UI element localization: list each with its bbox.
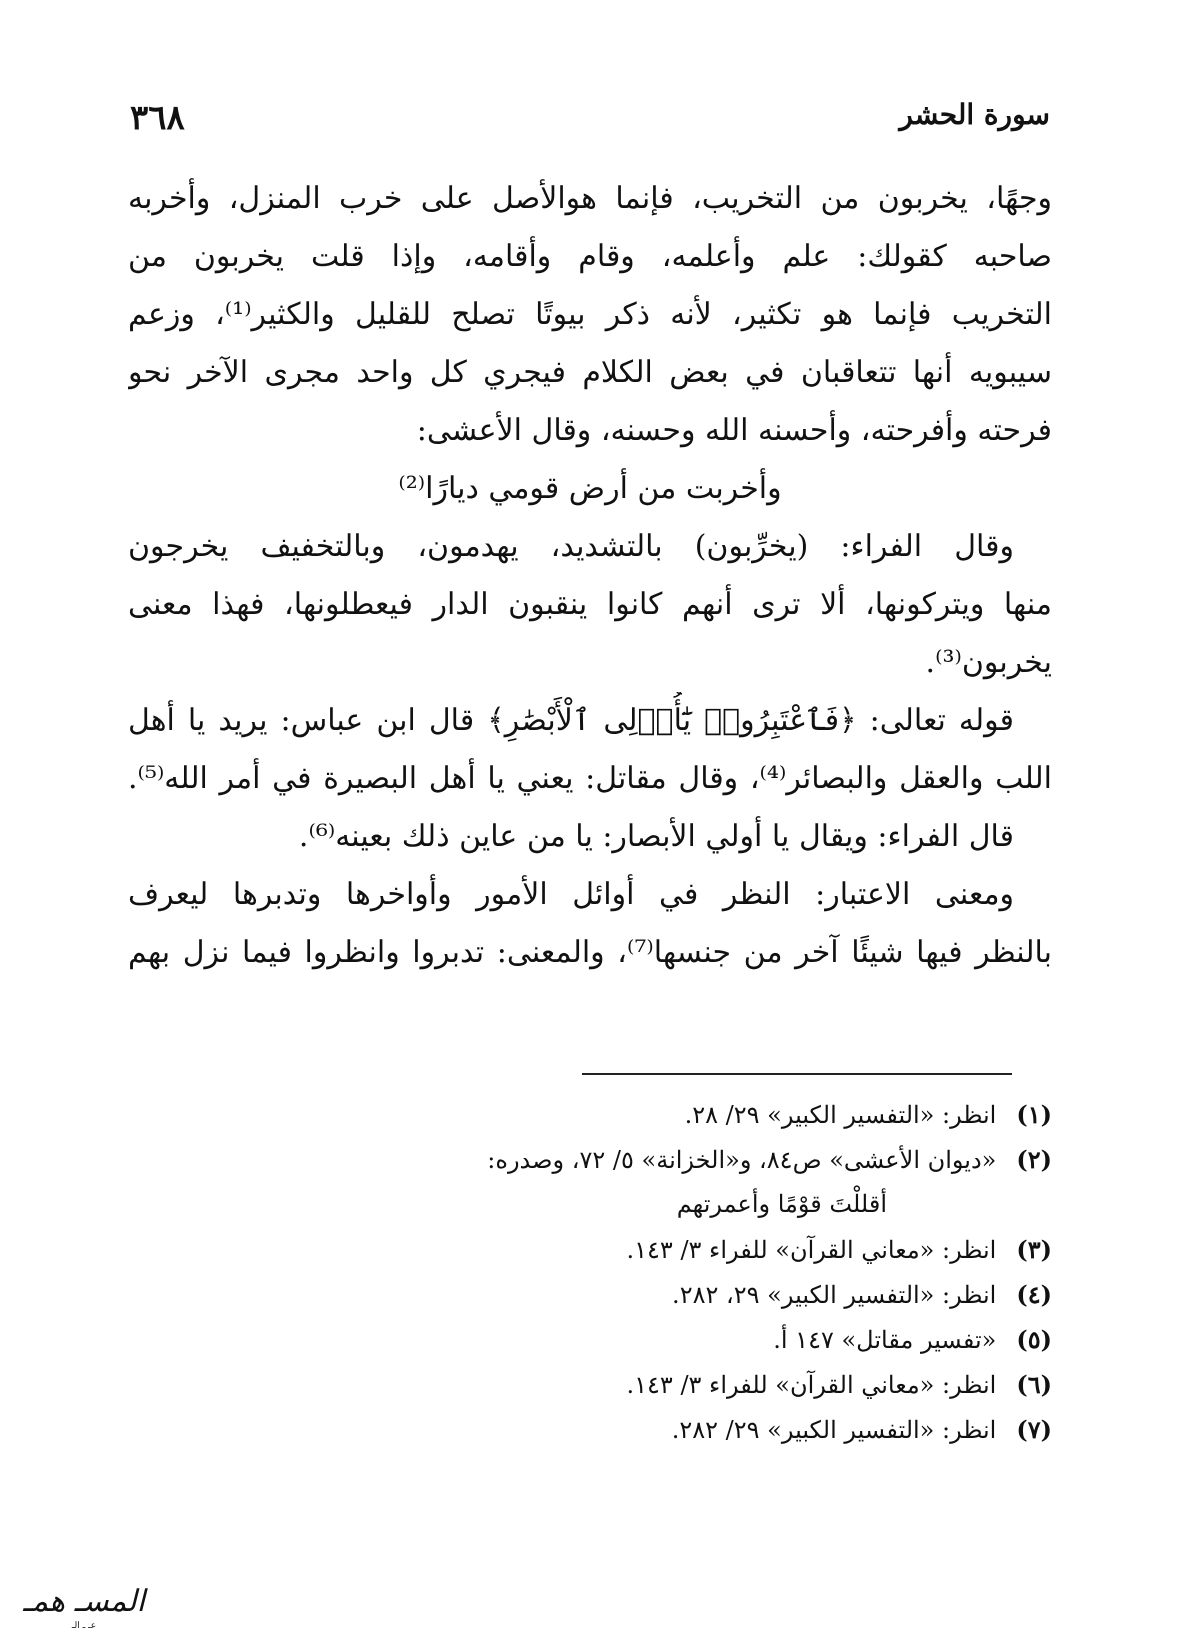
text-line: يخربون⁽³⁾.: [925, 645, 1052, 680]
page-header: [130, 98, 1050, 148]
footnote-text: «تفسير مقاتل» ١٤٧ أ.: [773, 1326, 997, 1354]
footnote-text: انظر: «معاني القرآن» للفراء ٣/ ١٤٣.: [626, 1236, 997, 1264]
footnote-number: (٥): [1016, 1325, 1052, 1354]
footnote-text: أقللْتَ قوْمًا وأعمرتهم: [676, 1190, 887, 1218]
surah-title: سورة الحشر: [899, 98, 1050, 131]
stamp-text: المسـ همـ: [23, 1584, 145, 1619]
footnote: [128, 1362, 1052, 1407]
calligraphy-stamp: [4, 1584, 164, 1644]
quran-verse-line: قوله تعالى: ﴿فَٱعْتَبِرُوا۟ يَٰٓأُو۟لِى ٱلْأَبْصَٰرِ﴾ قال ابن عباس: يريد يا أهل: [128, 703, 1014, 738]
text-line: قال الفراء: ويقال يا أولي الأبصار: يا من عاين ذلك بعينه⁽⁶⁾.: [298, 819, 1014, 854]
page-number: ٣٦٨: [130, 98, 185, 138]
text-line: صاحبه كقولك: علم وأعلمه، وقام وأقامه، وإذا قلت يخربون من: [128, 239, 1052, 274]
footnote-number: (٦): [1016, 1370, 1052, 1399]
footnote-text: انظر: «التفسير الكبير» ٢٩/ ٢٨٢.: [671, 1416, 997, 1444]
text-line: ومعنى الاعتبار: النظر في أوائل الأمور وأواخرها وتدبرها ليعرف: [128, 877, 1014, 912]
footnotes: [128, 1092, 1052, 1452]
text-line: منها ويتركونها، ألا ترى أنهم كانوا ينقبون الدار فيعطلونها، فهذا معنى: [128, 587, 1052, 622]
footnote: [128, 1272, 1052, 1317]
footnote-number: (٣): [1016, 1235, 1052, 1264]
text-line: التخريب فإنما هو تكثير، لأنه ذكر بيوتًا تصلح للقليل والكثير⁽¹⁾، وزعم: [128, 297, 1052, 332]
text-line: بالنظر فيها شيئًا آخر من جنسها⁽⁷⁾، والمعنى: تدبروا وانظروا فيما نزل بهم: [128, 935, 1052, 970]
footnote-text: انظر: «معاني القرآن» للفراء ٣/ ١٤٣.: [626, 1371, 997, 1399]
footnote-divider: [582, 1073, 1012, 1075]
text-line: اللب والعقل والبصائر⁽⁴⁾، وقال مقاتل: يعني يا أهل البصيرة في أمر الله⁽⁵⁾.: [128, 761, 1052, 796]
footnote: [128, 1317, 1052, 1362]
footnote-text: انظر: «التفسير الكبير» ٢٩، ٢٨٢.: [672, 1281, 997, 1309]
footnote-number: (٤): [1016, 1280, 1052, 1309]
footnote-text: انظر: «التفسير الكبير» ٢٩/ ٢٨.: [684, 1101, 997, 1129]
text-line: وجهًا، يخربون من التخريب، فإنما هوالأصل على خرب المنزل، وأخربه: [128, 181, 1052, 216]
footnote-text: «ديوان الأعشى» ص٨٤، و«الخزانة» ٥/ ٧٢، وصدره:: [487, 1146, 997, 1174]
footnote: [128, 1137, 1052, 1182]
footnote-verse: [128, 1182, 1052, 1227]
footnote: [128, 1227, 1052, 1272]
text-line: سيبويه أنها تتعاقبان في بعض الكلام فيجري كل واحد مجرى الآخر نحو: [128, 355, 1052, 390]
footnote-number: (٢): [1016, 1145, 1052, 1174]
text-line: وقال الفراء: (يخرِّبون) بالتشديد، يهدمون، وبالتخفيف يخرجون: [128, 529, 1014, 564]
footnote-number: (٧): [1016, 1415, 1052, 1444]
footnote-number: (١): [1016, 1100, 1052, 1129]
main-text: [128, 170, 1052, 982]
footnote: [128, 1092, 1052, 1137]
stamp-subtext: عـ ـ الـ: [71, 1621, 97, 1631]
footnote: [128, 1407, 1052, 1452]
text-line: فرحته وأفرحته، وأحسنه الله وحسنه، وقال الأعشى:: [416, 413, 1052, 448]
poetry-verse: وأخربت من أرض قومي ديارًا⁽²⁾: [398, 471, 782, 506]
